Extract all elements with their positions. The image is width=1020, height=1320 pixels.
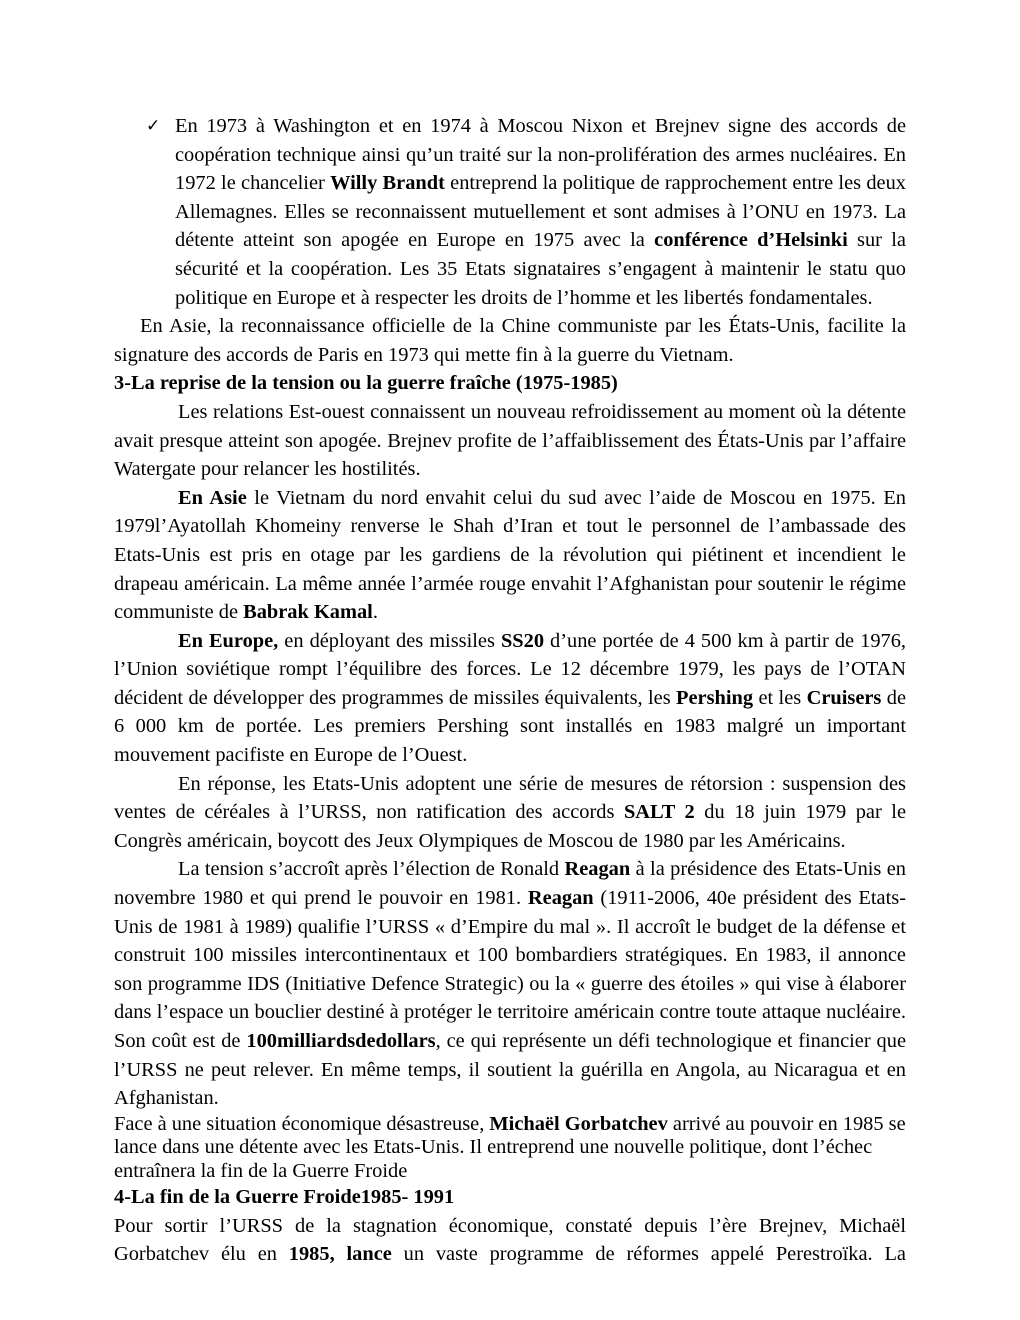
- paragraph-reponse: En réponse, les Etats-Unis adoptent une série de mesures de rétorsion : suspension des ventes de céréales à l’URSS, non ratification des accords SALT 2 du 18 juin 1979 par le Congrès américain, boycott des Jeux Olympiques de Moscou de 1980 par les Américains.: [114, 772, 906, 852]
- section-heading-4: 4-La fin de la Guerre Froide1985- 1991: [114, 1186, 455, 1208]
- bold-run: 100milliardsdedollars: [246, 1030, 436, 1052]
- paragraph-en-europe: En Europe, en déployant des missiles SS20 d’une portée de 4 500 km à partir de 1976, l’Union soviétique rompt l’équilibre des forces. Le 12 décembre 1979, les pays de l’OTAN décident de développer des programmes de missiles équivalents, les Pershing et les Cruisers de 6 000 km de portée. Les premiers Pershing sont installés en 1983 malgré un important mouvement pacifiste en Europe de l’Ouest.: [114, 629, 907, 767]
- bold-run: Babrak Kamal: [243, 601, 373, 624]
- list-item: [114, 112, 906, 312]
- paragraph-relations: Les relations Est-ouest connaissent un nouveau refroidissement au moment où la détente avait presque atteint son apogée. Brejnev profite de l’affaiblissement des États-Unis par l’affaire Watergate pour relancer les hostilités.: [114, 400, 906, 481]
- bold-run: Reagan: [527, 887, 594, 910]
- bold-run: SALT 2: [623, 801, 695, 824]
- bold-run: SS20: [500, 629, 545, 652]
- paragraph-en-asie: En Asie le Vietnam du nord envahit celui du sud avec l’aide de Moscou en 1975. En 1979l’Ayatollah Khomeiny renverse le Shah d’Iran et tout le personnel de l’ambassade des Etats-Unis est pris en otage par les gardiens de la révolution qui piétinent et incendient le drapeau américain. La même année l’armée rouge envahit l’Afghanistan pour soutenir le régime communiste de Babrak Kamal.: [114, 486, 906, 624]
- bold-run: conférence d’Helsinki: [654, 229, 848, 252]
- paragraph-perestroika: Pour sortir l’URSS de la stagnation économique, constaté depuis l’ère Brejnev, Michaël Gorbatchev élu en 1985, lance un vaste programme de réformes appelé Perestroïka. La: [114, 1214, 906, 1266]
- bold-run: En Asie: [178, 486, 247, 509]
- bold-run: Michaël Gorbatchev: [489, 1112, 668, 1135]
- list-item-text: En 1973 à Washington et en 1974 à Moscou Nixon et Brejnev signe des accords de coopération technique ainsi qu’un traité sur la non-prolifération des armes nucléaires. En 1972 le chancelier Willy Brandt entreprend la politique de rapprochement entre les deux Allemagnes. Elles se reconnaissent mutuellement et sont admises à l’ONU en 1973. La détente atteint son apogée en Europe en 1975 avec la conférence d’Helsinki sur la sécurité et la coopération. Les 35 Etats signataires s’engagent à maintenir le statu quo politique en Europe et à respecter les droits de l’homme et les libertés fondamentales.: [175, 115, 906, 309]
- bold-run: 1985, lance: [288, 1243, 392, 1266]
- section-heading-3: 3-La reprise de la tension ou la guerre fraîche (1975-1985): [114, 372, 618, 395]
- paragraph-gorbatchev: Face à une situation économique désastreuse, Michaël Gorbatchev arrivé au pouvoir en 1985 se lance dans une détente avec les Etats-Unis. Il entreprend une nouvelle politique, dont l’échec entraînera la fin de la Guerre Froide: [114, 1112, 906, 1182]
- bold-run: En Europe,: [178, 629, 279, 652]
- bold-run: Pershing: [676, 686, 754, 709]
- paragraph-reagan: La tension s’accroît après l’élection de Ronald Reagan à la présidence des Etats-Unis en novembre 1980 et qui prend le pouvoir en 1981. Reagan (1911-2006, 40e président des Etats-Unis de 1981 à 1989) qualifie l’URSS « d’Empire du mal ». Il accroît le budget de la défense et construit 100 missiles intercontinentaux et 100 bombardiers stratégiques. En 1983, il annonce son programme IDS (Initiative Defence Strategic) ou la « guerre des étoiles » qui vise à élaborer dans l’espace un bouclier destiné à protéger le territoire américain contre toute attaque nucléaire. Son coût est de 100milliardsdedollars, ce qui représente un défi technologique et financier que l’URSS ne peut relever. En même temps, il soutient la guérilla en Angola, au Nicaragua et en Afghanistan.: [114, 858, 907, 1110]
- paragraph-asie-chine: En Asie, la reconnaissance officielle de la Chine communiste par les États-Unis, facilite la signature des accords de Paris en 1973 qui mette fin à la guerre du Vietnam.: [114, 315, 906, 366]
- document-body: [114, 112, 906, 1297]
- bold-run: Reagan: [564, 858, 631, 881]
- bold-run: Willy Brandt: [330, 172, 445, 195]
- bold-run: Cruisers: [806, 686, 882, 709]
- check-mark-bullet-icon: ✓: [146, 116, 161, 136]
